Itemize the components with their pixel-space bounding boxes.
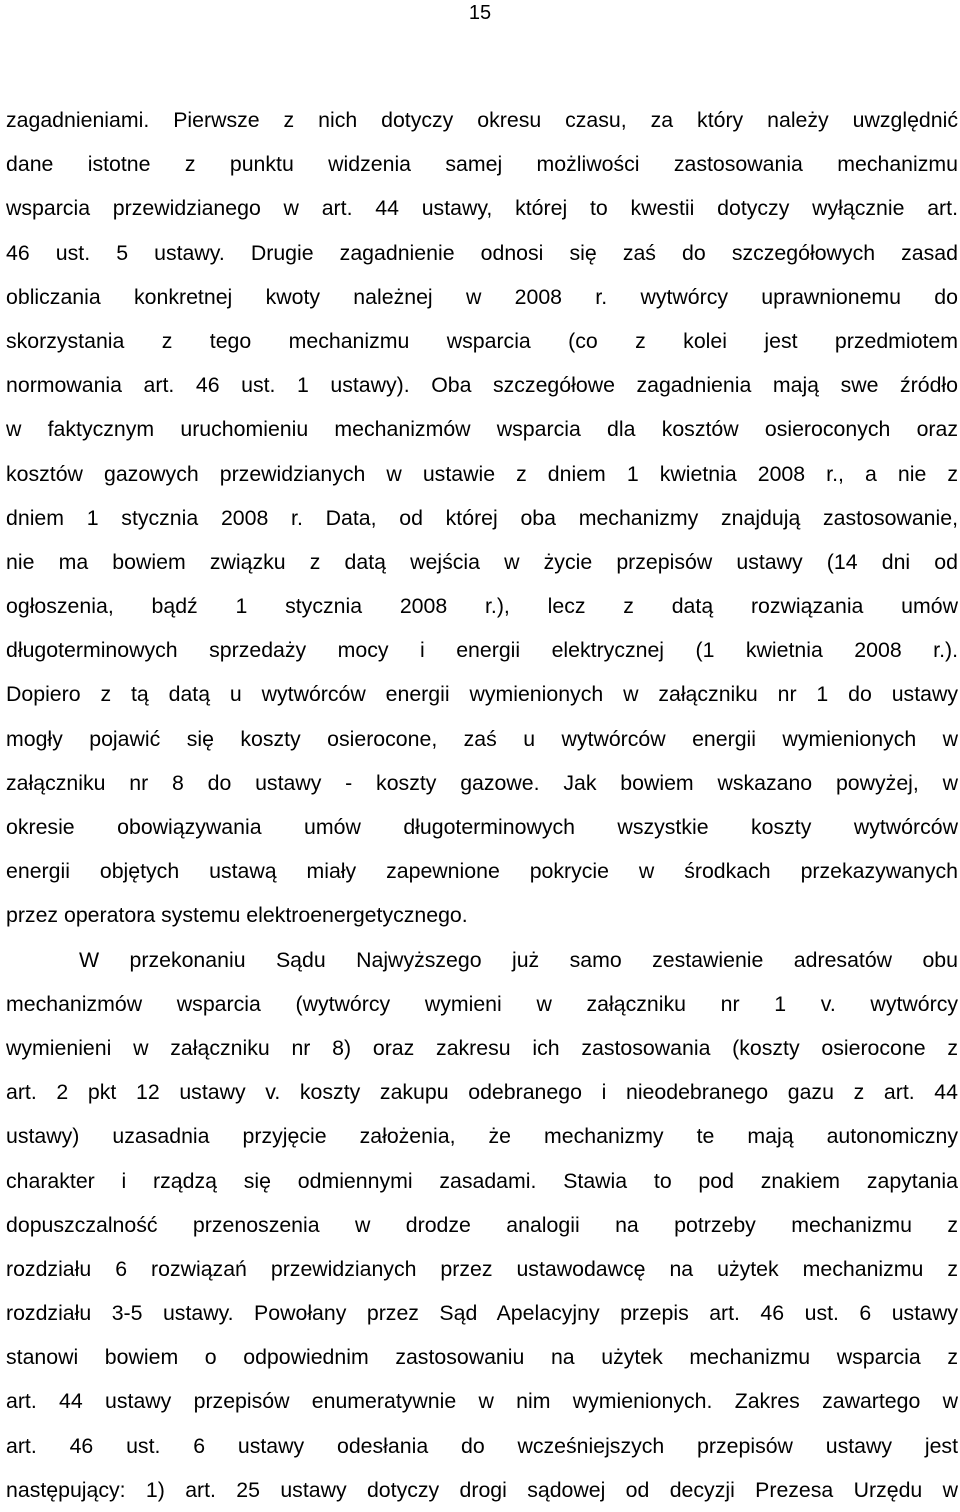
text-line: długoterminowych sprzedaży mocy i energii elektrycznej (1 kwietnia 2008 r.). — [6, 638, 958, 663]
text-line: rozdziału 3-5 ustawy. Powołany przez Sąd Apelacyjny przepis art. 46 ust. 6 ustawy — [6, 1301, 958, 1326]
text-line: w faktycznym uruchomieniu mechanizmów wsparcia dla kosztów osieroconych oraz — [6, 417, 958, 442]
text-line: dane istotne z punktu widzenia samej możliwości zastosowania mechanizmu — [6, 152, 958, 177]
text-line: załączniku nr 8 do ustawy - koszty gazowe. Jak bowiem wskazano powyżej, w — [6, 770, 958, 795]
text-line: art. 2 pkt 12 ustawy v. koszty zakupu odebranego i nieodebranego gazu z art. 44 — [6, 1080, 958, 1105]
text-line: 46 ust. 5 ustawy. Drugie zagadnienie odnosi się zaś do szczegółowych zasad — [6, 240, 958, 265]
text-line: zagadnieniami. Pierwsze z nich dotyczy okresu czasu, za który należy uwzględnić — [6, 108, 958, 132]
text-line: stanowi bowiem o odpowiednim zastosowaniu na użytek mechanizmu wsparcia z — [6, 1345, 958, 1370]
text-line: dopuszczalność przenoszenia w drodze analogii na potrzeby mechanizmu z — [6, 1212, 958, 1237]
text-line: Dopiero z tą datą u wytwórców energii wymienionych w załączniku nr 1 do ustawy — [6, 682, 958, 707]
text-line: skorzystania z tego mechanizmu wsparcia (co z kolei jest przedmiotem — [6, 328, 958, 353]
text-line: ustawy) uzasadnia przyjęcie założenia, że mechanizmy te mają autonomiczny — [6, 1124, 958, 1149]
text-line: kosztów gazowych przewidzianych w ustawie z dniem 1 kwietnia 2008 r., a nie z — [6, 461, 958, 486]
text-line: energii objętych ustawą miały zapewnione pokrycie w środkach przekazywanych — [6, 859, 958, 884]
text-line-paragraph-end: przez operatora systemu elektroenergetycznego. — [6, 903, 468, 928]
text-line: mechanizmów wsparcia (wytwórcy wymieni w załączniku nr 1 v. wytwórcy — [6, 991, 958, 1016]
text-line: dniem 1 stycznia 2008 r. Data, od której oba mechanizmy znajdują zastosowanie, — [6, 505, 958, 530]
text-line: wymienieni w załączniku nr 8) oraz zakresu ich zastosowania (koszty osierocone z — [6, 1035, 958, 1060]
text-line: charakter i rządzą się odmiennymi zasadami. Stawia to pod znakiem zapytania — [6, 1168, 958, 1193]
text-line: art. 44 ustawy przepisów enumeratywnie w nim wymienionych. Zakres zawartego w — [6, 1389, 958, 1414]
text-line: okresie obowiązywania umów długoterminowych wszystkie koszty wytwórców — [6, 815, 958, 839]
body-text — [6, 98, 958, 1512]
text-line: obliczania konkretnej kwoty należnej w 2008 r. wytwórcy uprawnionemu do — [6, 284, 958, 309]
text-line: następujący: 1) art. 25 ustawy dotyczy drogi sądowej od decyzji Prezesa Urzędu w — [6, 1477, 958, 1502]
text-line: nie ma bowiem związku z datą wejścia w życie przepisów ustawy (14 dni od — [6, 549, 958, 574]
text-line: mogły pojawić się koszty osierocone, zaś u wytwórców energii wymienionych w — [6, 726, 958, 751]
page-number: 15 — [468, 2, 492, 24]
text-line-paragraph-start: W przekonaniu Sądu Najwyższego już samo zestawienie adresatów obu — [79, 947, 958, 972]
text-line: art. 46 ust. 6 ustawy odesłania do wcześniejszych przepisów ustawy jest — [6, 1433, 958, 1458]
text-line: rozdziału 6 rozwiązań przewidzianych przez ustawodawcę na użytek mechanizmu z — [6, 1256, 958, 1281]
text-line: ogłoszenia, bądź 1 stycznia 2008 r.), lecz z datą rozwiązania umów — [6, 594, 958, 619]
text-line: wsparcia przewidzianego w art. 44 ustawy, której to kwestii dotyczy wyłącznie art. — [6, 196, 958, 221]
text-line: normowania art. 46 ust. 1 ustawy). Oba szczegółowe zagadnienia mają swe źródło — [6, 373, 958, 398]
